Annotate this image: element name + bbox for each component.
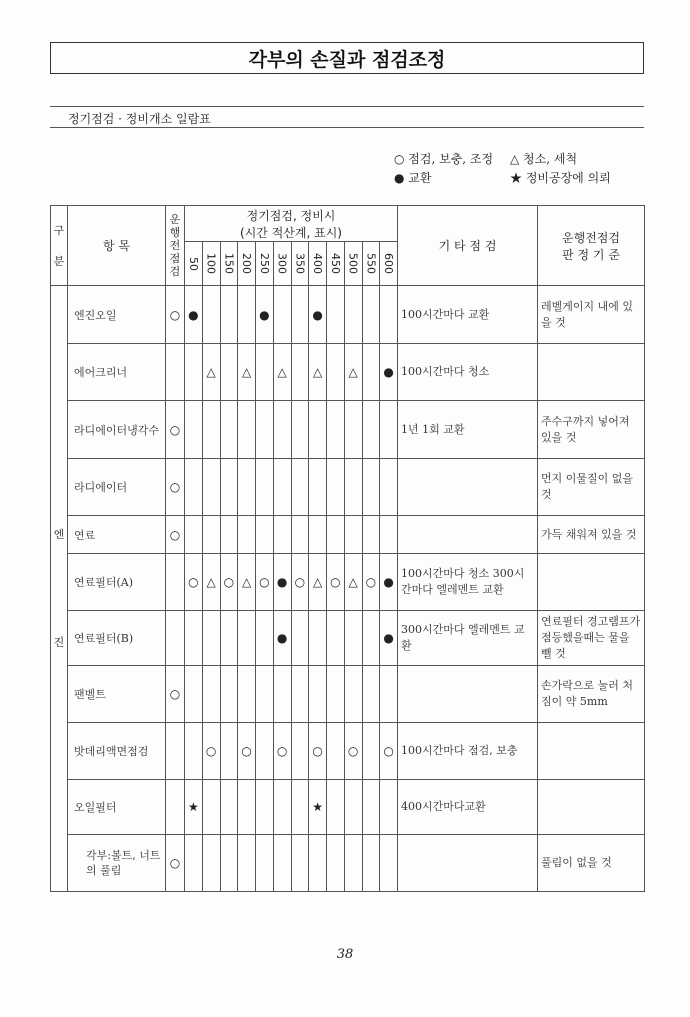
header-item: 항 목 [68,206,166,286]
interval-mark [362,666,380,723]
interval-mark [309,401,327,459]
interval-mark: △ [238,554,256,611]
interval-mark: ○ [344,723,362,780]
interval-mark [256,611,274,666]
interval-mark: ● [380,554,398,611]
interval-mark [238,666,256,723]
interval-mark: △ [344,554,362,611]
interval-mark [327,780,345,835]
header-hour-cell [327,242,345,286]
other-check: 100시간마다 청소 300시간마다 엘레멘트 교환 [398,554,538,611]
preop-mark: ○ [166,286,185,344]
preop-mark [166,344,185,401]
interval-mark: ○ [220,554,238,611]
interval-mark [202,459,220,516]
preop-mark [166,554,185,611]
item-label: 팬벨트 [68,666,166,723]
interval-mark [185,611,203,666]
table-row [51,780,645,835]
interval-mark [256,835,274,892]
item-label: 에어크리너 [68,344,166,401]
header-periodic-line2: (시간 적산계, 표시) [240,225,342,240]
interval-mark [238,780,256,835]
interval-mark [309,666,327,723]
item-label: 밧데리액면점검 [68,723,166,780]
table-row [51,554,645,611]
interval-mark [220,286,238,344]
page-title: 각부의 손질과 점검조정 [248,48,446,71]
header-preop-c3: 전 [169,239,181,252]
interval-mark: ● [380,611,398,666]
header-hour-label: 300 [275,253,289,274]
interval-mark [256,723,274,780]
interval-mark [362,401,380,459]
criteria [538,780,645,835]
item-label: 라디에이터냉각수 [68,401,166,459]
interval-mark [362,723,380,780]
interval-mark [344,459,362,516]
interval-mark [238,286,256,344]
interval-mark [362,611,380,666]
interval-mark [362,516,380,554]
interval-mark: ● [309,286,327,344]
other-check: 1년 1회 교환 [398,401,538,459]
interval-mark: ○ [238,723,256,780]
preop-mark [166,780,185,835]
header-other: 기 타 점 검 [398,206,538,286]
other-check: 300시간마다 엘레멘트 교환 [398,611,538,666]
interval-mark: △ [202,344,220,401]
interval-mark [291,286,309,344]
interval-mark [291,401,309,459]
interval-mark [185,723,203,780]
interval-mark: △ [344,344,362,401]
interval-mark [380,666,398,723]
interval-mark: △ [309,344,327,401]
header-hour-cell [220,242,238,286]
interval-mark [291,344,309,401]
interval-mark [256,780,274,835]
interval-mark [309,459,327,516]
interval-mark [327,401,345,459]
header-hour-cell [344,242,362,286]
interval-mark [344,286,362,344]
preop-mark: ○ [166,516,185,554]
header-hour-label: 100 [204,253,218,274]
interval-mark [238,835,256,892]
interval-mark [220,344,238,401]
legend-triangle: △ 청소, 세척 [510,152,578,166]
interval-mark [291,835,309,892]
interval-mark [256,666,274,723]
criteria: 가득 채워져 있을 것 [538,516,645,554]
table-row [51,459,645,516]
table-row [51,516,645,554]
interval-mark: △ [202,554,220,611]
interval-mark [362,780,380,835]
criteria: 레벨게이지 내에 있을 것 [538,286,645,344]
interval-mark [291,516,309,554]
other-check [398,835,538,892]
interval-mark [273,516,291,554]
header-periodic [185,206,398,242]
interval-mark [380,835,398,892]
preop-mark: ○ [166,459,185,516]
table-row [51,286,645,344]
interval-mark: ★ [185,780,203,835]
header-hour-cell [273,242,291,286]
interval-mark [327,344,345,401]
header-hour-cell [380,242,398,286]
interval-mark [327,286,345,344]
group-char-1: 엔 [53,528,65,541]
interval-mark [238,459,256,516]
interval-mark [202,401,220,459]
interval-mark: ● [273,611,291,666]
interval-mark [220,611,238,666]
item-label: 연료 [68,516,166,554]
other-check [398,516,538,554]
interval-mark: ○ [202,723,220,780]
interval-mark [256,344,274,401]
table-row [51,611,645,666]
table-row [51,344,645,401]
interval-mark [327,723,345,780]
interval-mark [256,459,274,516]
interval-mark [220,835,238,892]
item-label: 연료필터(B) [68,611,166,666]
other-check [398,666,538,723]
interval-mark [273,666,291,723]
criteria: 주수구까지 넣어져 있을 것 [538,401,645,459]
interval-mark [327,835,345,892]
interval-mark [309,516,327,554]
interval-mark: ○ [273,723,291,780]
header-preop-c4: 점 [169,252,181,265]
interval-mark [185,666,203,723]
interval-mark [309,611,327,666]
interval-mark [220,666,238,723]
criteria: 먼지 이물질이 없을 것 [538,459,645,516]
interval-mark [202,611,220,666]
interval-mark [220,780,238,835]
preop-mark [166,723,185,780]
interval-mark [238,401,256,459]
header-gubun [51,206,68,286]
criteria [538,723,645,780]
interval-mark [344,401,362,459]
other-check: 400시간마다교환 [398,780,538,835]
group-engine [51,286,68,892]
interval-mark [344,516,362,554]
table-row [51,723,645,780]
header-hour-cell [291,242,309,286]
interval-mark: ○ [256,554,274,611]
other-check: 100시간마다 청소 [398,344,538,401]
item-label: 각부:볼트, 너트 의 풀림 [68,835,166,892]
table-row [51,835,645,892]
header-hour-label: 450 [328,253,342,274]
interval-mark [380,459,398,516]
interval-mark [291,459,309,516]
interval-mark [273,401,291,459]
interval-mark [185,459,203,516]
interval-mark: ○ [309,723,327,780]
interval-mark: △ [309,554,327,611]
interval-mark [185,835,203,892]
preop-mark: ○ [166,401,185,459]
interval-mark [291,666,309,723]
interval-mark: ○ [380,723,398,780]
interval-mark [185,401,203,459]
interval-mark: ○ [362,554,380,611]
interval-mark [344,835,362,892]
interval-mark: ★ [309,780,327,835]
interval-mark [380,401,398,459]
interval-mark [327,459,345,516]
interval-mark [238,516,256,554]
interval-mark: ● [273,554,291,611]
interval-mark [273,780,291,835]
item-label: 엔진오일 [68,286,166,344]
preop-mark: ○ [166,835,185,892]
header-criteria-line2: 판 정 기 준 [562,247,620,262]
header-hour-label: 200 [240,253,254,274]
group-char-2: 진 [53,636,65,649]
interval-mark [380,286,398,344]
table-row [51,401,645,459]
header-criteria-line1: 운행전점검 [562,230,620,245]
criteria [538,554,645,611]
header-hour-label: 150 [222,253,236,274]
other-check: 100시간마다 교환 [398,286,538,344]
header-periodic-line1: 정기점검, 정비시 [246,208,336,223]
legend-star: ★ 정비공장에 의뢰 [510,171,611,185]
interval-mark [202,780,220,835]
interval-mark [220,723,238,780]
interval-mark [362,344,380,401]
header-hour-label: 250 [257,253,271,274]
header-hour-cell [185,242,203,286]
other-check [398,459,538,516]
interval-mark [380,516,398,554]
divider-top [50,106,644,107]
interval-mark [344,780,362,835]
interval-mark [344,666,362,723]
maintenance-table [50,205,645,892]
interval-mark [220,401,238,459]
header-preop-c2: 행 [169,226,181,239]
interval-mark: △ [273,344,291,401]
interval-mark [362,835,380,892]
table-body [51,286,645,892]
other-check: 100시간마다 점검, 보충 [398,723,538,780]
header-hour-label: 550 [364,253,378,274]
interval-mark [344,611,362,666]
interval-mark [273,286,291,344]
interval-mark [202,286,220,344]
header-criteria [538,206,645,286]
header-hour-label: 500 [346,253,360,274]
item-label: 오일필터 [68,780,166,835]
header-gubun-1: 구 [53,223,65,237]
header-preop-c1: 운 [169,213,181,226]
criteria: 손가락으로 눌러 처짐이 약 5mm [538,666,645,723]
interval-mark [238,611,256,666]
interval-mark [185,516,203,554]
interval-mark [273,459,291,516]
header-preop [166,206,185,286]
divider-bottom [50,127,644,128]
criteria: 풀림이 없을 것 [538,835,645,892]
header-hour-cell [309,242,327,286]
interval-mark: ○ [291,554,309,611]
header-hour-label: 350 [293,253,307,274]
legend-dot: ● 교환 [394,171,432,185]
interval-mark [202,666,220,723]
header-hour-cell [202,242,220,286]
legend-circle: ○ 점검, 보충, 조정 [394,152,494,166]
header-hour-label: 50 [186,256,200,271]
interval-mark [256,401,274,459]
header-hour-label: 600 [382,253,396,274]
interval-mark [220,516,238,554]
table-row [51,666,645,723]
interval-mark: ○ [327,554,345,611]
interval-mark [291,780,309,835]
interval-mark: ○ [185,554,203,611]
interval-mark: △ [238,344,256,401]
interval-mark [202,835,220,892]
criteria [538,344,645,401]
item-label: 라디에이터 [68,459,166,516]
preop-mark: ○ [166,666,185,723]
title-box [50,42,644,74]
interval-mark [327,516,345,554]
interval-mark [327,666,345,723]
interval-mark [256,516,274,554]
page-number: 38 [336,947,354,962]
interval-mark: ● [256,286,274,344]
interval-mark [362,459,380,516]
interval-mark [202,516,220,554]
header-hour-label: 400 [311,253,325,274]
interval-mark [291,611,309,666]
interval-mark [220,459,238,516]
criteria: 연료필터 경고램프가 점등했을때는 물을 뺄 것 [538,611,645,666]
section-subtitle: 정기점검 · 정비개소 일람표 [68,112,211,126]
item-label: 연료필터(A) [68,554,166,611]
header-hour-cell [362,242,380,286]
interval-mark [309,835,327,892]
interval-mark: ● [185,286,203,344]
interval-mark [380,780,398,835]
interval-mark [362,286,380,344]
header-hour-cell [238,242,256,286]
interval-mark [185,344,203,401]
preop-mark [166,611,185,666]
header-preop-c5: 검 [169,265,181,278]
interval-mark: ● [380,344,398,401]
interval-mark [273,835,291,892]
interval-mark [291,723,309,780]
header-gubun-2: 분 [53,254,65,268]
header-hour-cell [256,242,274,286]
interval-mark [327,611,345,666]
